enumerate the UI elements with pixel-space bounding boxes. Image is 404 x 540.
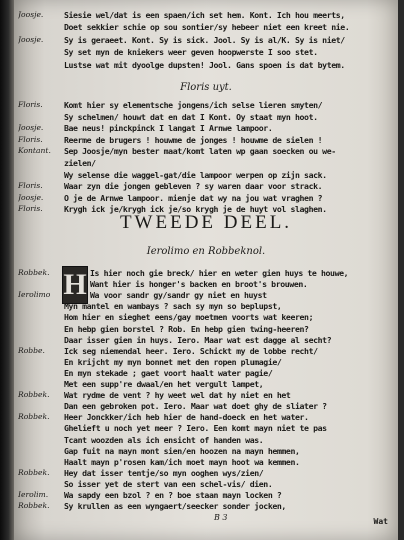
- catchword: Wat: [373, 517, 388, 526]
- speaker-name: Ierolimo: [18, 290, 51, 300]
- verse-line: [14, 490, 398, 500]
- verse-line: [14, 47, 398, 57]
- verse-text: Wa voor sandr gy/sandr gy niet en huyst: [90, 290, 267, 301]
- ornamental-drop-cap: H: [62, 266, 88, 304]
- speaker-name: Robbek.: [18, 501, 50, 511]
- verse-line: [14, 335, 398, 345]
- signature-mark: B 3: [214, 513, 228, 522]
- verse-line: [14, 390, 398, 400]
- verse-text: Ick seg niemendal heer. Iero. Schickt my de lobbe recht/: [64, 345, 318, 356]
- verse-text: Myn mantel en wambays ? sach sy myn so beplupst,: [64, 301, 282, 312]
- verse-text: Waar zyn die jongen gebleven ? sy waren daar voor strack.: [64, 181, 323, 192]
- verse-line: [14, 146, 398, 156]
- verse-line: [14, 112, 398, 122]
- speaker-name: Floris.: [18, 100, 43, 109]
- verse-line: [14, 501, 398, 511]
- stage-direction-floris-exit: Floris uyt.: [180, 82, 232, 93]
- verse-line: [14, 35, 398, 45]
- verse-line: [14, 22, 398, 32]
- speaker-name: Floris.: [18, 134, 43, 144]
- verse-line: [14, 468, 398, 478]
- verse-text: Wat rydme de vent ? hy weet wel dat hy niet en het: [64, 390, 291, 401]
- verse-text: zielen/: [64, 158, 96, 168]
- speaker-name: Floris.: [18, 181, 43, 191]
- verse-line: [14, 135, 398, 145]
- verse-text: Hom hier en sieghet eens/gay moetmen voorts wat keeren;: [64, 312, 314, 323]
- verse-text: Daar isser gien in huys. Iero. Maar wat est dagge al secht?: [64, 334, 332, 345]
- verse-text: Sep Joosje/myn bester maat/komt laten wp gaan soecken ou we-: [64, 146, 336, 157]
- speaker-name: Kontant.: [18, 146, 51, 156]
- verse-text: Is hier noch gie breck/ hier en weter gien huys te houwe,: [90, 268, 349, 278]
- verse-text: En hebp gien borstel ? Rob. En hebp gien twing-heeren?: [64, 323, 309, 334]
- speaker-name: Ierolim.: [18, 490, 49, 499]
- verse-line: [14, 446, 398, 456]
- verse-text: Lustse wat mit dyoolge dupsten! Jool. Gans spoen is dat bytem.: [64, 59, 345, 70]
- verse-text: Hey dat isser tentje/so myn ooghen wys/zien/: [64, 467, 264, 478]
- verse-line: [14, 379, 398, 389]
- verse-line: [14, 170, 398, 180]
- scan-dark-edge-right: [398, 0, 404, 540]
- section-heading-tweede-deel: TWEEDE DEEL.: [119, 212, 293, 233]
- verse-line: [14, 268, 398, 278]
- scan-dark-edge-left: [0, 0, 14, 540]
- verse-line: [14, 279, 398, 289]
- verse-text: Dan een gebroken pot. Iero. Maar wat doet ghy de sliater ?: [64, 401, 327, 412]
- verse-line: [14, 290, 398, 300]
- verse-text: Heer Jonckker/ich heb hier de hand-doeck en het water.: [64, 412, 309, 423]
- verse-text: Bae neus! pinckpinck I langat I Arnwe lampoor.: [64, 123, 273, 134]
- verse-line: [14, 312, 398, 322]
- verse-line: [14, 368, 398, 378]
- verse-line: [14, 100, 398, 110]
- speaker-name: Joosje.: [18, 10, 44, 19]
- verse-text: Wy selense die waggel-gat/die lampoor werpen op zijn sack.: [64, 169, 327, 180]
- verse-line: [14, 60, 398, 70]
- verse-line: [14, 401, 398, 411]
- book-page: [14, 0, 398, 540]
- verse-line: [14, 123, 398, 133]
- verse-text: Tcant woozden als ich ensicht of handen was.: [64, 434, 264, 445]
- verse-line: [14, 357, 398, 367]
- verse-text: Sy krullen as een wyngaert/seecker sonder jocken,: [64, 501, 286, 512]
- speaker-name: Robbek.: [18, 412, 50, 422]
- verse-text: Want hier is honger's backen en broot's brouwen.: [90, 279, 308, 290]
- verse-text: Komt hier sy elementsche jongens/ich selse lieren smyten/: [64, 100, 323, 110]
- speaker-name: Robbek.: [18, 467, 50, 477]
- verse-text: Sy is geraeet. Kont. Sy is sick. Jool. Sy is al/K. Sy is niet/: [64, 34, 345, 45]
- verse-text: Siesie wel/dat is een spaen/ich set hem. Kont. Ich hou meerts,: [64, 10, 345, 20]
- verse-text: O je de Arnwe lampoor. mienje dat wy na jou wat vraghen ?: [64, 192, 323, 203]
- verse-line: [14, 181, 398, 191]
- verse-text: En myn stekade ; gaet voort haalt water pagie/: [64, 367, 273, 378]
- verse-text: Krygh ick je/krygh ick je/so krygh je de huyt vol slaghen.: [64, 204, 327, 215]
- verse-line: [14, 412, 398, 422]
- speaker-name: Robbek.: [18, 268, 50, 277]
- verse-line: [14, 423, 398, 433]
- verse-text: Gap fuit na mayn mont sien/en hoozen na mayn hemmen,: [64, 445, 300, 456]
- verse-line: [14, 435, 398, 445]
- speaker-name: Joosje.: [18, 34, 44, 44]
- verse-text: Ghelieft u noch yet meer ? Iero. Een komt mayn niet te pas: [64, 423, 327, 434]
- verse-line: [14, 479, 398, 489]
- verse-text: Doet sekkier schie op sou sontier/sy hebeer niet een kreet nie.: [64, 22, 350, 33]
- scene-heading-ierolimo-robbeknol: Ierolimo en Robbeknol.: [146, 246, 266, 257]
- verse-text: Sy set myn de kniekers weer geven hoopwerste I soo stet.: [64, 47, 318, 58]
- verse-line: [14, 158, 398, 168]
- verse-text: Sy schelmen/ houwt dat en dat I Kont. Oy staat myn hoot.: [64, 111, 318, 122]
- verse-line: [14, 193, 398, 203]
- speaker-name: Floris.: [18, 204, 43, 214]
- speaker-name: Robbe.: [18, 345, 45, 355]
- speaker-name: Joosje.: [18, 192, 44, 202]
- speaker-name: Joosje.: [18, 123, 44, 133]
- verse-text: Wa sapdy een bzol ? en ? boe staan mayn locken ?: [64, 490, 282, 500]
- verse-text: Met een supp're dwaal/en het vergult lampet,: [64, 379, 264, 389]
- verse-line: [14, 324, 398, 334]
- verse-text: Reerme de brugers ! houwme de jonges ! houwme de sielen !: [64, 134, 323, 145]
- verse-text: So isser yet de stert van een schel-vis/ dien.: [64, 478, 273, 489]
- verse-line: [14, 457, 398, 467]
- verse-line: [14, 346, 398, 356]
- speaker-name: Robbek.: [18, 390, 50, 400]
- verse-line: [14, 301, 398, 311]
- verse-line: [14, 10, 398, 20]
- verse-text: Haalt mayn p'rosen kam/ich moet mayn hoot wa kemmen.: [64, 456, 300, 467]
- verse-text: En krijcht my myn bonnet met den ropen plumagie/: [64, 356, 282, 367]
